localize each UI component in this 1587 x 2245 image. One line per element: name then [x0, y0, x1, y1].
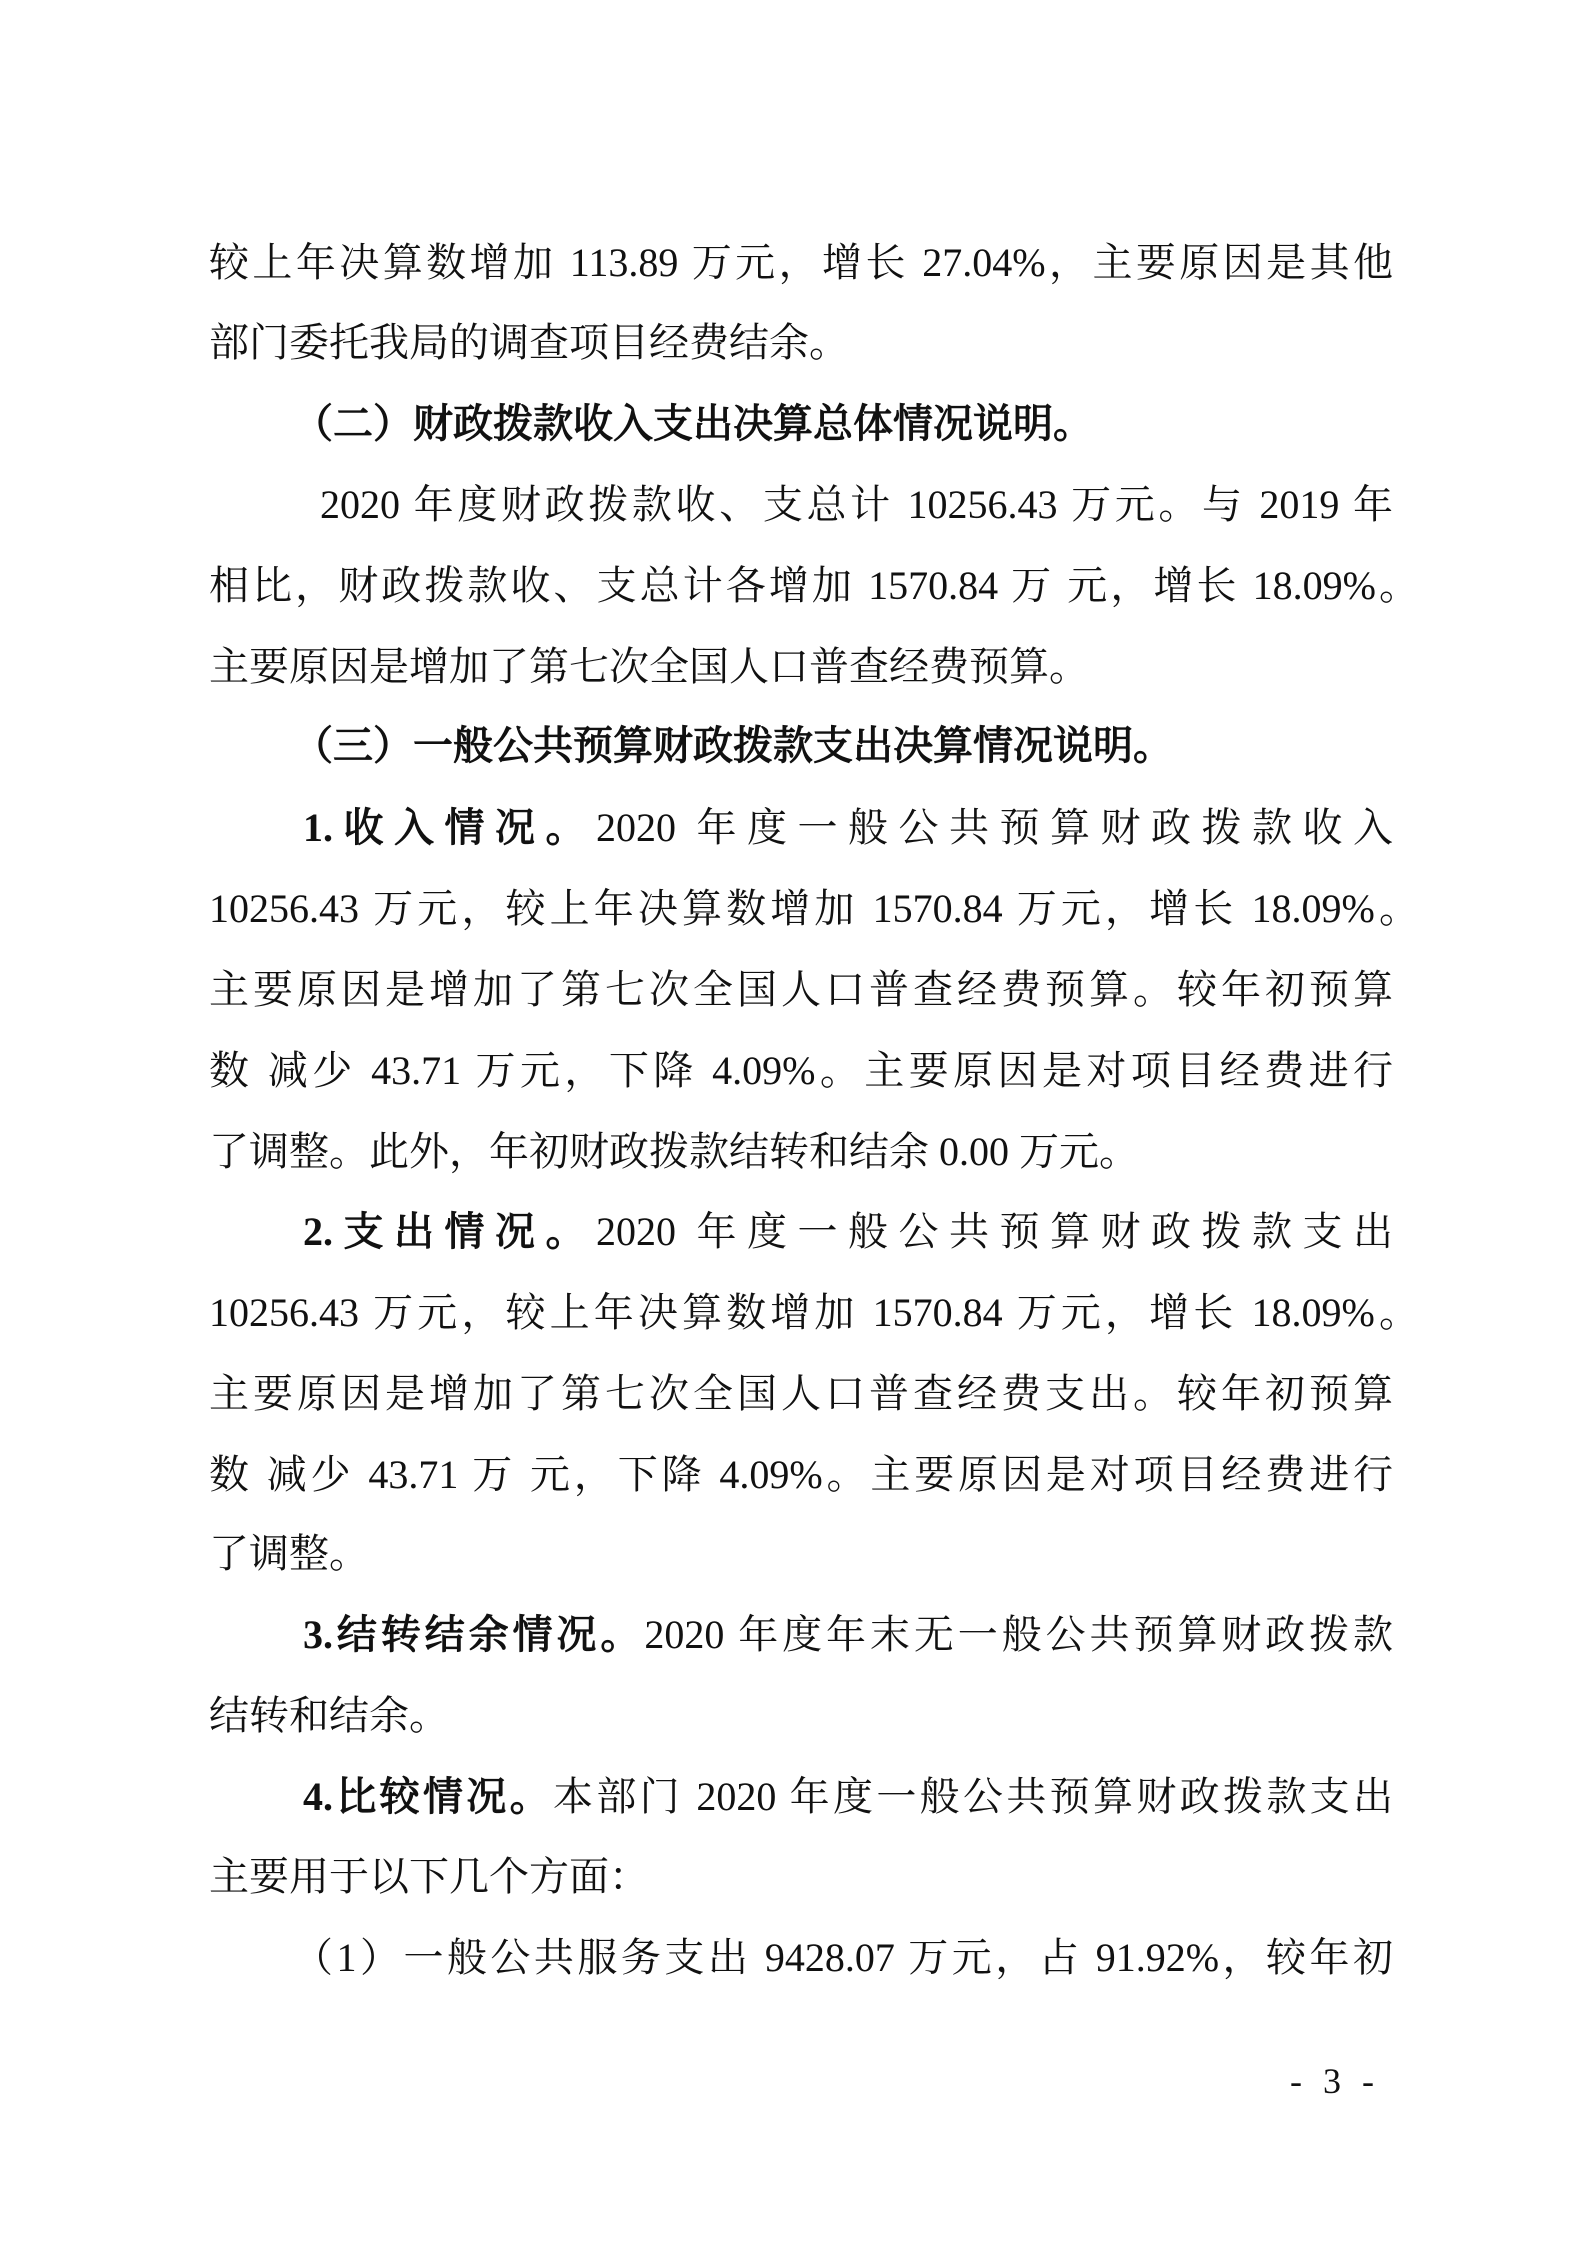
line-text: 主要原因是增加了第七次全国人口普查经费预算。较年初预算	[209, 967, 1393, 1012]
line-text: 2020 年度一般公共预算财政拨款收入	[596, 805, 1393, 850]
body-line	[209, 1772, 1393, 1822]
line-text: 了调整。此外，年初财政拨款结转和结余 0.00 万元。	[209, 1129, 1139, 1174]
section-heading	[209, 721, 1393, 771]
body-line	[209, 1610, 1393, 1660]
heading-text: （二）财政拨款收入支出决算总体情况说明。	[293, 401, 1093, 446]
subheading-text: 4.比较情况。	[303, 1774, 553, 1819]
subheading-text: 1.收入情况。	[303, 805, 596, 850]
body-line	[209, 803, 1393, 853]
body-line	[209, 480, 1393, 530]
body-line	[209, 561, 1419, 611]
line-text: 主要原因是增加了第七次全国人口普查经费预算。	[209, 644, 1089, 689]
section-heading	[209, 399, 1393, 449]
line-text: 10256.43 万元，较上年决算数增加 1570.84 万元，增长 18.09%。	[209, 1290, 1419, 1335]
page-number: - 3 -	[1290, 2061, 1380, 2101]
body-line	[209, 642, 1393, 692]
body-line	[209, 1529, 1393, 1579]
body-line	[209, 238, 1393, 288]
line-text: 结转和结余。	[209, 1693, 449, 1738]
body-line	[209, 1288, 1419, 1338]
body-line	[209, 1127, 1393, 1177]
body-line	[209, 318, 1393, 368]
heading-text: （三）一般公共预算财政拨款支出决算情况说明。	[293, 723, 1173, 768]
line-text: 数 减少 43.71 万元，下降 4.09%。主要原因是对项目经费进行	[209, 1048, 1393, 1093]
body-line	[209, 1369, 1393, 1419]
body-line	[209, 884, 1419, 934]
body-line	[209, 1933, 1393, 1983]
line-text: 10256.43 万元，较上年决算数增加 1570.84 万元，增长 18.09%。	[209, 886, 1419, 931]
line-text: 本部门 2020 年度一般公共预算财政拨款支出	[553, 1774, 1393, 1819]
line-text: 相比，财政拨款收、支总计各增加 1570.84 万 元，增长 18.09%。	[209, 563, 1419, 608]
subheading-text: 3.结转结余情况。	[303, 1612, 645, 1657]
line-text: 2020 年度财政拨款收、支总计 10256.43 万元。与 2019 年	[320, 482, 1393, 527]
line-text: 数 减少 43.71 万 元，下降 4.09%。主要原因是对项目经费进行	[209, 1452, 1393, 1497]
line-text: 2020 年度年末无一般公共预算财政拨款	[644, 1612, 1393, 1657]
body-line	[209, 1691, 1393, 1741]
line-text: 主要用于以下几个方面：	[209, 1854, 649, 1899]
line-text: 2020 年度一般公共预算财政拨款支出	[596, 1209, 1393, 1254]
line-text: 部门委托我局的调查项目经费结余。	[209, 320, 849, 365]
line-text: 主要原因是增加了第七次全国人口普查经费支出。较年初预算	[209, 1371, 1393, 1416]
line-text: 了调整。	[209, 1531, 369, 1576]
body-line	[209, 1852, 1393, 1902]
body-line	[209, 1207, 1393, 1257]
subheading-text: 2.支出情况。	[303, 1209, 596, 1254]
body-line	[209, 1450, 1393, 1500]
body-line	[209, 965, 1393, 1015]
line-text: （1）一般公共服务支出 9428.07 万元，占 91.92%，较年初	[293, 1935, 1393, 1980]
line-text: 较上年决算数增加 113.89 万元，增长 27.04%，主要原因是其他	[209, 240, 1393, 285]
body-line	[209, 1046, 1393, 1096]
